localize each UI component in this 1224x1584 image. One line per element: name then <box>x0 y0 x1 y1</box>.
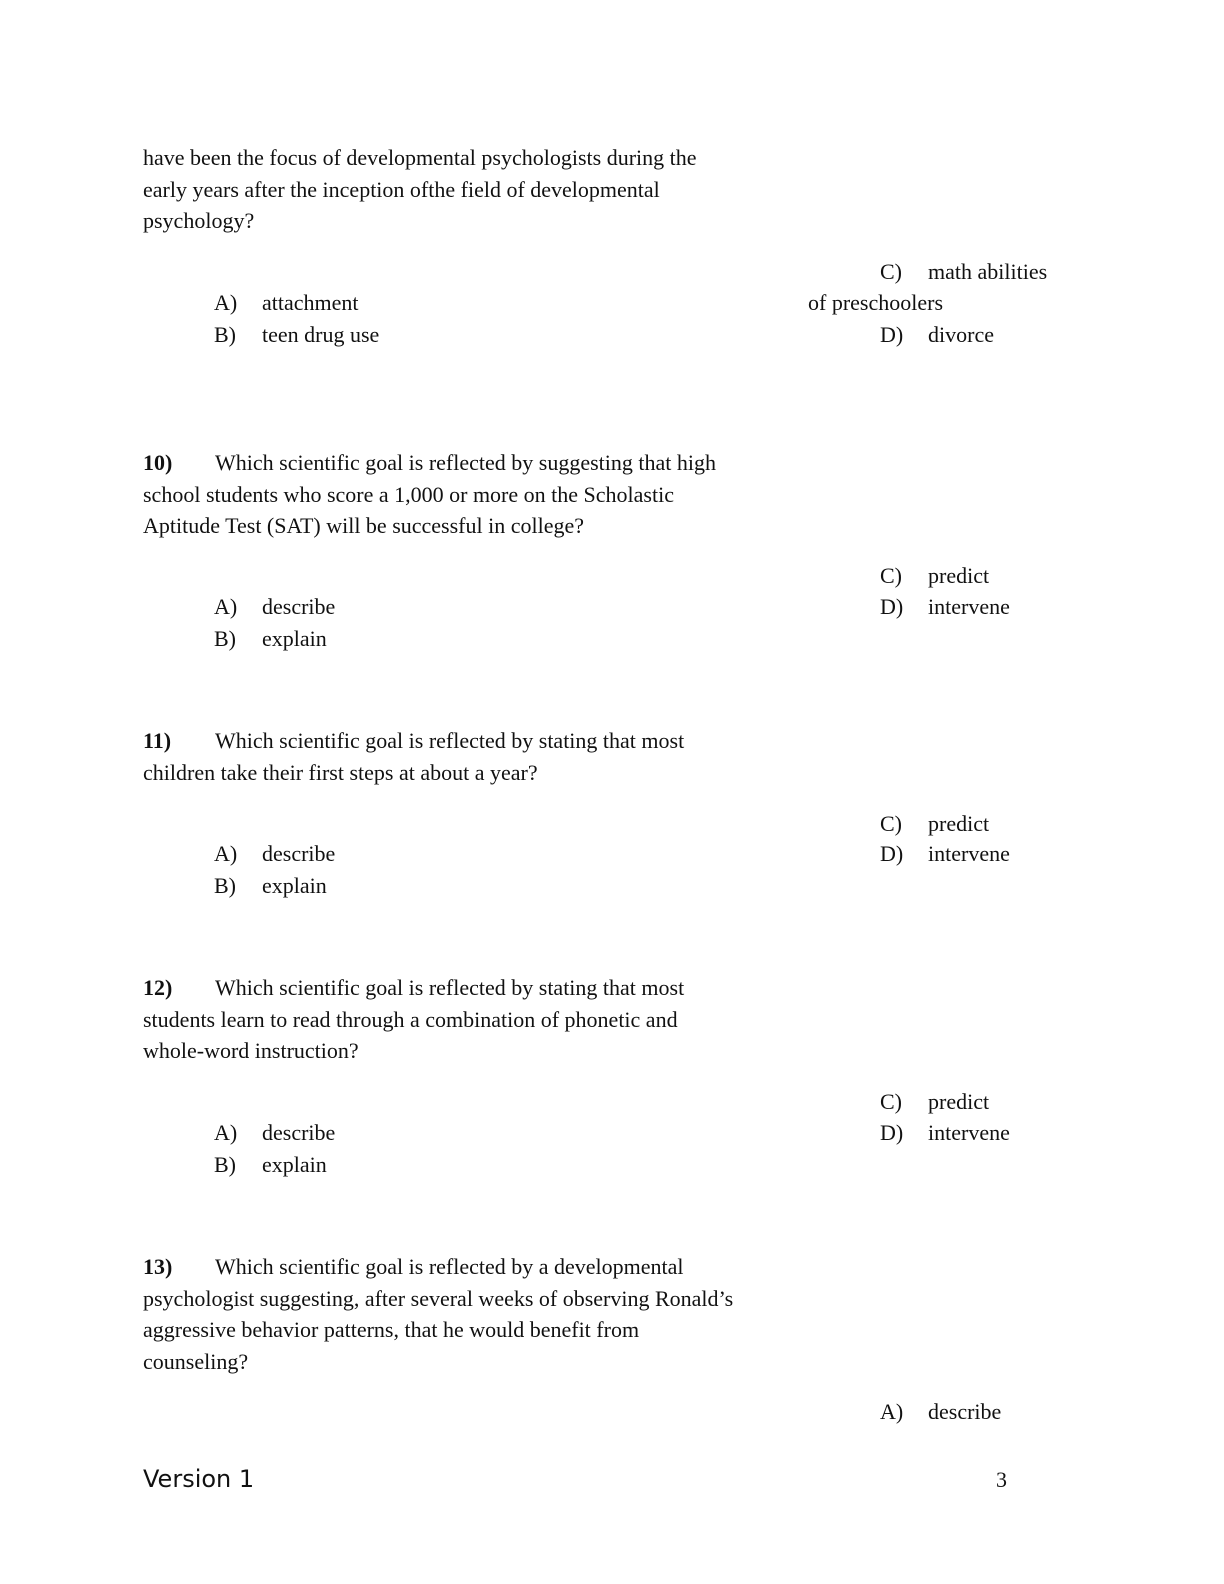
question-12-option-b: B) explain <box>214 1152 327 1177</box>
question-13-stem: 13) Which scientific goal is reflected by a developmental psychologist suggesting, after several weeks of observing Ronald’s aggressive behavior patterns, that he would benefit from counseling? <box>143 1251 743 1377</box>
question-13-option-a: A) describe <box>880 1399 1002 1424</box>
question-11-number: 11) <box>143 728 172 753</box>
page-number: 3 <box>996 1467 1007 1492</box>
question-12-stem: 12) Which scientific goal is reflected by stating that most students learn to read through a combination of phonetic and whole-word instruction? <box>143 972 743 1067</box>
question-11-option-b: B) explain <box>214 873 327 898</box>
version-label: Version 1 <box>143 1465 255 1493</box>
question-9-option-b: B) teen drug use <box>214 322 380 347</box>
question-9-option-a: A) attachment <box>214 290 359 315</box>
question-10-option-d: D) intervene <box>880 594 1010 619</box>
question-10-option-c: C) predict <box>880 563 990 588</box>
question-11-stem: 11) Which scientific goal is reflected by stating that most children take their first steps at about a year? <box>143 725 743 788</box>
question-10-number: 10) <box>143 450 173 475</box>
question-11-option-a: A) describe <box>214 841 336 866</box>
question-12-option-a: A) describe <box>214 1120 336 1145</box>
question-12-number: 12) <box>143 975 173 1000</box>
question-10-stem: 10) Which scientific goal is reflected by suggesting that high school students who score a 1,000 or more on the Scholastic Aptitude Test (SAT) will be successful in college? <box>143 447 743 542</box>
question-9-option-c: C) math abilities <box>880 259 1048 284</box>
question-11-option-d: D) intervene <box>880 841 1010 866</box>
question-9-option-c-continued: of preschoolers <box>808 290 944 315</box>
question-12-option-c: C) predict <box>880 1089 990 1114</box>
question-9-option-d: D) divorce <box>880 322 994 347</box>
question-10-option-b: B) explain <box>214 626 327 651</box>
question-9-stem: have been the focus of developmental psychologists during the early years after the inception ofthe field of developmental psychology? <box>143 145 697 233</box>
question-11-option-c: C) predict <box>880 811 990 836</box>
question-12-option-d: D) intervene <box>880 1120 1010 1145</box>
question-13-number: 13) <box>143 1254 173 1279</box>
question-10-option-a: A) describe <box>214 594 336 619</box>
